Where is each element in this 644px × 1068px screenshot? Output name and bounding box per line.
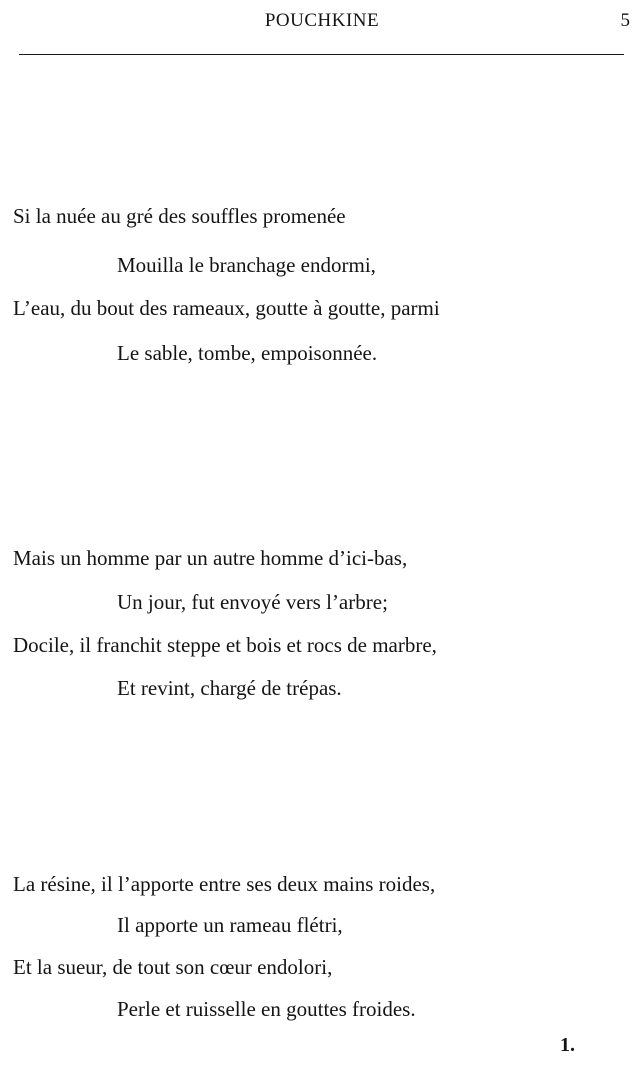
- verse-line: Et revint, chargé de trépas.: [117, 676, 342, 700]
- verse-line: Mais un homme par un autre homme d’ici-bas,: [13, 546, 408, 570]
- verse-line: Perle et ruisselle en gouttes froides.: [117, 997, 416, 1021]
- verse-line: Si la nuée au gré des souffles promenée: [13, 204, 346, 228]
- verse-line: Et la sueur, de tout son cœur endolori,: [13, 955, 333, 979]
- verse-line: Un jour, fut envoyé vers l’arbre;: [117, 590, 388, 614]
- verse-line: Le sable, tombe, empoisonnée.: [117, 341, 378, 365]
- verse-line: Il apporte un rameau flétri,: [117, 913, 343, 937]
- verse-line: Docile, il franchit steppe et bois et rocs de marbre,: [13, 633, 437, 657]
- page-number: 5: [620, 10, 630, 31]
- verse-line: Mouilla le branchage endormi,: [117, 253, 376, 277]
- signature-mark: 1.: [560, 1034, 575, 1056]
- running-title: POUCHKINE: [264, 10, 380, 31]
- verse-line: L’eau, du bout des rameaux, goutte à goutte, parmi: [13, 296, 440, 320]
- verse-line: La résine, il l’apporte entre ses deux mains roides,: [13, 872, 436, 896]
